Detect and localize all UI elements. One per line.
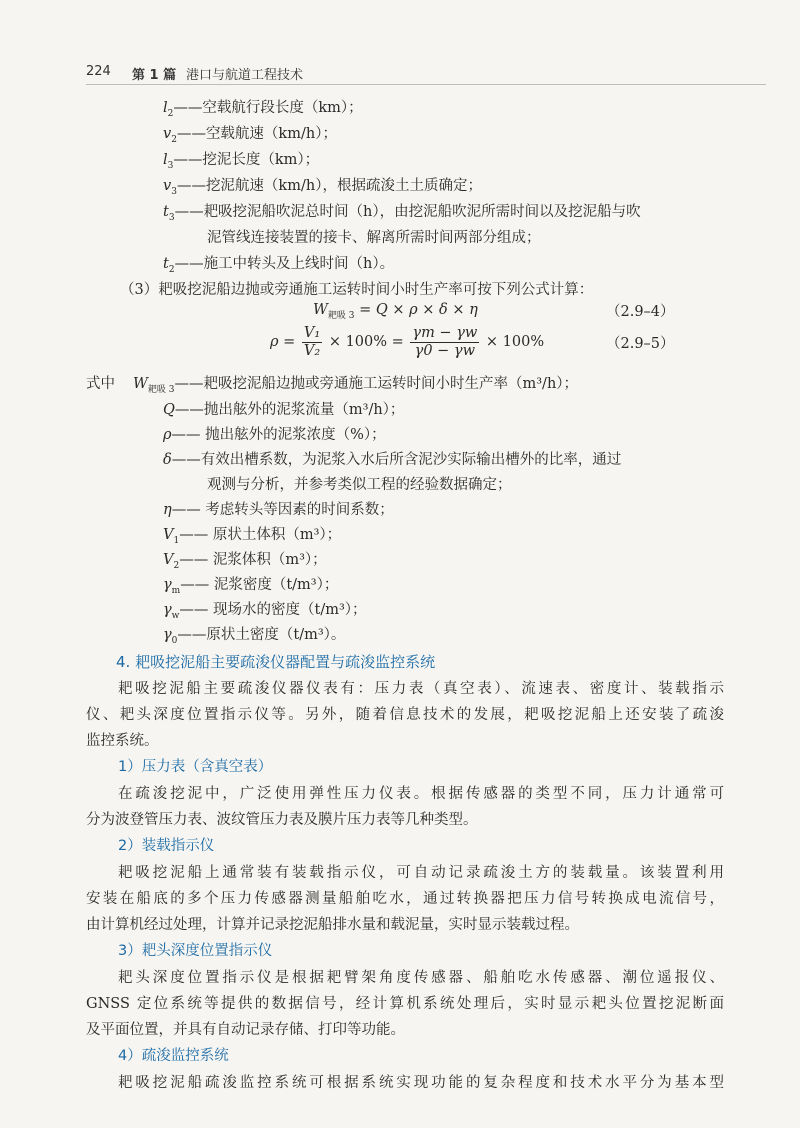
sub-2-heading: 2）装载指示仪 xyxy=(118,838,215,854)
sub-3-para-line-1: 耙头深度位置指示仪是根据耙臂架角度传感器、船舶吃水传感器、潮位遥报仪、 xyxy=(118,970,724,986)
def-w: $W_{耙吸 3}——$耙吸挖泥船边抛或旁通施工运转时间小时生产率（m³/h）； xyxy=(133,376,579,395)
running-header xyxy=(86,62,766,85)
equation-2-9-5: ρ = $\frac{\text{V₁}}{\text{V₂}}$ × 100% = $\frac{\gamma m - \gamma w}{\gamma 0 - \gamma w}$ × 100% xyxy=(270,324,545,359)
fraction-gamma: $\frac{\gamma m - \gamma w}{\gamma 0 - \gamma w}$ xyxy=(412,324,478,359)
def-gamma-w: $\gamma_w——$ 现场水的密度（t/m³）； xyxy=(163,602,367,621)
sub-2-para-line-1: 耙吸挖泥船上通常装有装载指示仪，可自动记录疏浚土方的装载量。该装置利用 xyxy=(118,865,724,881)
def-gamma-m: $\gamma_m——$ 泥浆密度（t/m³）； xyxy=(163,577,339,596)
sub-1-para-line-2: 分为波登管压力表、波纹管压力表及膜片压力表等几种类型。 xyxy=(86,812,478,828)
section-4-para-line-2: 仪、耙头深度位置指示仪等。另外，随着信息技术的发展，耙吸挖泥船上还安装了疏浚 xyxy=(86,707,724,723)
def-l2: $l_2——$空载航行段长度（km）； xyxy=(163,100,363,119)
equation-2-9-4: $W_{耙吸 3} = Q \times \rho \times \delta \times \eta$ xyxy=(313,302,478,321)
sub-4-para-line-1: 耙吸挖泥船疏浚监控系统可根据系统实现功能的复杂程度和技术水平分为基本型 xyxy=(118,1075,724,1091)
part-label: 第 1 篇 xyxy=(132,68,177,83)
part-title: 港口与航道工程技术 xyxy=(186,68,304,83)
page-number: 224 xyxy=(86,64,111,79)
sub-1-heading: 1）压力表（含真空表） xyxy=(118,759,273,775)
intro-3: （3）耙吸挖泥船边抛或旁通施工运转时间小时生产率可按下列公式计算： xyxy=(120,282,594,298)
sub-1-para-line-1: 在疏浚挖泥中，广泛使用弹性压力仪表。根据传感器的类型不同，压力计通常可 xyxy=(118,786,724,802)
sub-3-heading: 3）耙头深度位置指示仪 xyxy=(118,943,273,959)
section-4-para-line-1: 耙吸挖泥船主要疏浚仪器仪表有：压力表（真空表）、流速表、密度计、装载指示 xyxy=(118,681,724,697)
def-q: Q——抛出舷外的泥浆流量（m³/h）； xyxy=(163,402,405,418)
section-4-heading: 4. 耙吸挖泥船主要疏浚仪器配置与疏浚监控系统 xyxy=(116,653,436,671)
def-delta: δ——有效出槽系数，为泥浆入水后所含泥沙实际输出槽外的比率，通过 xyxy=(163,452,622,468)
def-v1: $V_1——$ 原状土体积（m³）； xyxy=(163,527,342,546)
def-v2: $v_2——$空载航速（km/h）； xyxy=(163,126,337,145)
fraction-v1-v2: $\frac{\text{V₁}}{\text{V₂}}$ xyxy=(303,324,321,359)
sub-3-para-line-2: GNSS 定位系统等提供的数据信号，经计算机系统处理后，实时显示耙头位置挖泥断面 xyxy=(86,996,724,1012)
sub-3-para-line-3: 及平面位置，并具有自动记录存储、打印等功能。 xyxy=(86,1022,405,1038)
where-label: 式中 xyxy=(86,376,115,392)
def-t3: $t_3——$耙吸挖泥船吹泥总时间（h），由挖泥船吹泥所需时间以及挖泥船与吹 xyxy=(163,204,641,223)
def-delta-cont: 观测与分析，并参考类似工程的经验数据确定； xyxy=(207,477,512,493)
equation-number-2: （2.9–5） xyxy=(606,336,675,352)
sub-2-para-line-2: 安装在船底的多个压力传感器测量船舶吃水，通过转换器把压力信号转换成电流信号， xyxy=(86,891,724,907)
def-t3-cont: 泥管线连接装置的接卡、解离所需时间两部分组成； xyxy=(207,230,541,246)
section-4-para-line-3: 监控系统。 xyxy=(86,733,159,749)
sub-4-heading: 4）疏浚监控系统 xyxy=(118,1048,229,1064)
def-gamma-0: $\gamma_0——$原状土密度（t/m³）。 xyxy=(163,627,346,646)
def-l3: $l_3——$挖泥长度（km）； xyxy=(163,152,320,171)
def-eta: η—— 考虑转头等因素的时间系数； xyxy=(163,502,394,518)
def-t2: $t_2——$施工中转头及上线时间（h）。 xyxy=(163,256,395,275)
equation-number-1: （2.9–4） xyxy=(606,304,675,320)
def-rho: ρ—— 抛出舷外的泥浆浓度（%）； xyxy=(163,427,386,443)
def-v2b: $V_2——$ 泥浆体积（m³）； xyxy=(163,552,327,571)
sub-2-para-line-3: 由计算机经过处理，计算并记录挖泥船排水量和载泥量，实时显示装载过程。 xyxy=(86,917,579,933)
def-v3: $v_3——$挖泥航速（km/h），根据疏浚土土质确定； xyxy=(163,178,482,197)
